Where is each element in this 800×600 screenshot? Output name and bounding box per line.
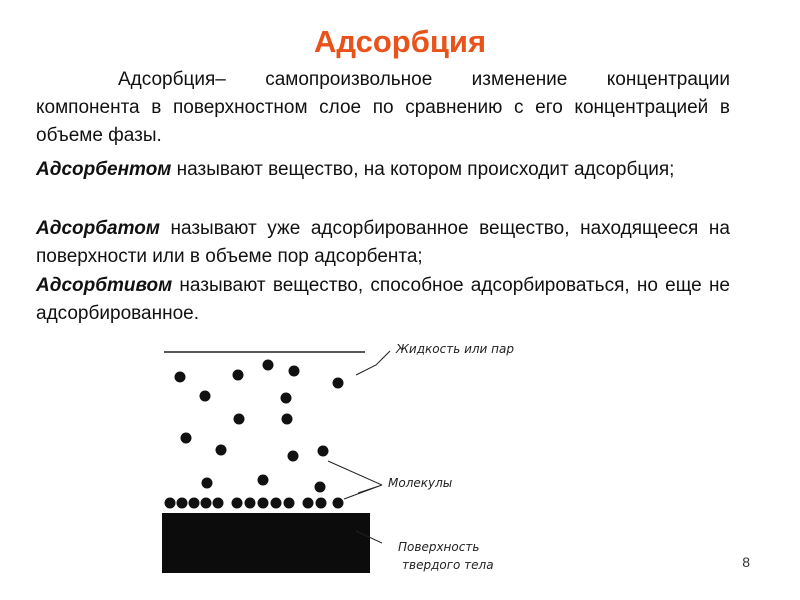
molecule: [318, 446, 329, 457]
molecule: [288, 451, 299, 462]
molecules-leader-lines: [328, 461, 382, 499]
molecule: [281, 393, 292, 404]
text-adsorptive: называют вещество, способное адсорбироваться, но еще не адсорбированное.: [36, 275, 730, 324]
label-surface-line2: твердого тела: [402, 558, 494, 572]
adsorbed-molecule: [201, 498, 212, 509]
label-molecules: Молекулы: [388, 476, 453, 490]
molecule: [181, 433, 192, 444]
molecule: [175, 372, 186, 383]
adsorbed-molecule: [333, 498, 344, 509]
adsorbed-molecule: [189, 498, 200, 509]
adsorbed-molecules: [165, 498, 344, 509]
adsorbed-molecule: [303, 498, 314, 509]
text-adsorption: – самопроизвольное изменение концентрации компонента в поверхностном слое по сравнению с его концентрацией в объеме фазы.: [36, 69, 730, 146]
page-number: 8: [742, 554, 750, 570]
adsorption-diagram-svg: [150, 335, 570, 580]
molecule: [263, 360, 274, 371]
adsorbed-molecule: [245, 498, 256, 509]
term-adsorption: Адсорбция: [118, 69, 216, 90]
molecule: [333, 378, 344, 389]
slide-title: Адсорбция: [313, 24, 487, 59]
definition-adsorbate: [36, 215, 730, 271]
molecule: [202, 478, 213, 489]
molecule: [200, 391, 211, 402]
definition-adsorption: [36, 66, 730, 150]
adsorption-diagram: [150, 335, 570, 580]
label-surface-line1: Поверхность: [398, 540, 480, 554]
molecule: [234, 414, 245, 425]
definition-adsorptive: [36, 272, 730, 328]
term-adsorbent: Адсорбентом: [36, 159, 172, 180]
molecule: [289, 366, 300, 377]
molecule: [258, 475, 269, 486]
molecule: [216, 445, 227, 456]
text-adsorbent: называют вещество, на котором происходит адсорбция;: [171, 159, 675, 180]
adsorbed-molecule: [232, 498, 243, 509]
adsorbed-molecule: [316, 498, 327, 509]
solid-surface: [162, 513, 370, 573]
molecule: [233, 370, 244, 381]
definition-adsorbent: [36, 156, 730, 184]
molecule: [315, 482, 326, 493]
adsorbed-molecule: [271, 498, 282, 509]
adsorbed-molecule: [284, 498, 295, 509]
molecule: [282, 414, 293, 425]
free-molecules: [175, 360, 344, 493]
liquid-leader-line: [356, 351, 390, 375]
adsorbed-molecule: [213, 498, 224, 509]
text-adsorbate: называют уже адсорбированное вещество, находящееся на поверхности или в объеме пор адсорбента;: [36, 218, 730, 267]
adsorbed-molecule: [165, 498, 176, 509]
adsorbed-molecule: [177, 498, 188, 509]
adsorbed-molecule: [258, 498, 269, 509]
label-liquid: Жидкость или пар: [396, 342, 514, 356]
term-adsorbate: Адсорбатом: [36, 218, 160, 239]
term-adsorptive: Адсорбтивом: [36, 275, 173, 296]
